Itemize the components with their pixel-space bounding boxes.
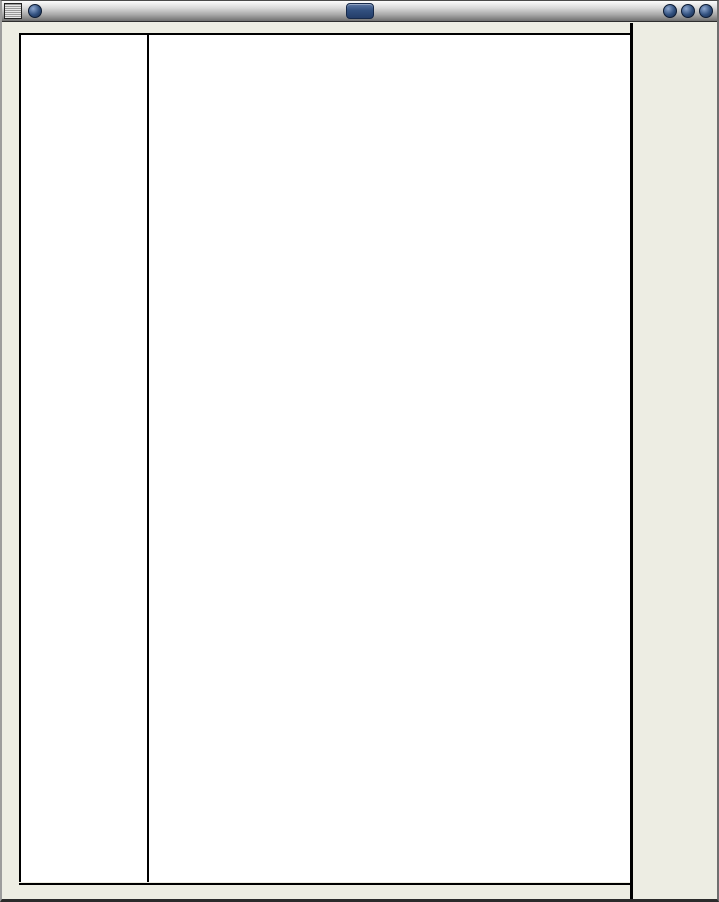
xdvi-app-icon [4,3,22,19]
resize-button[interactable] [699,4,713,18]
dvi-page-canvas[interactable] [21,35,630,882]
titlebar[interactable] [2,1,717,22]
horizontal-scrollbar[interactable] [19,23,630,35]
shade-button[interactable] [663,4,677,18]
window-title [346,3,374,19]
status-bar [19,883,630,900]
iconify-button[interactable] [681,4,695,18]
vertical-scrollbar[interactable] [4,35,21,882]
document-frame-rule [147,35,149,882]
button-panel [633,23,717,899]
window-menu-button[interactable] [28,4,42,18]
